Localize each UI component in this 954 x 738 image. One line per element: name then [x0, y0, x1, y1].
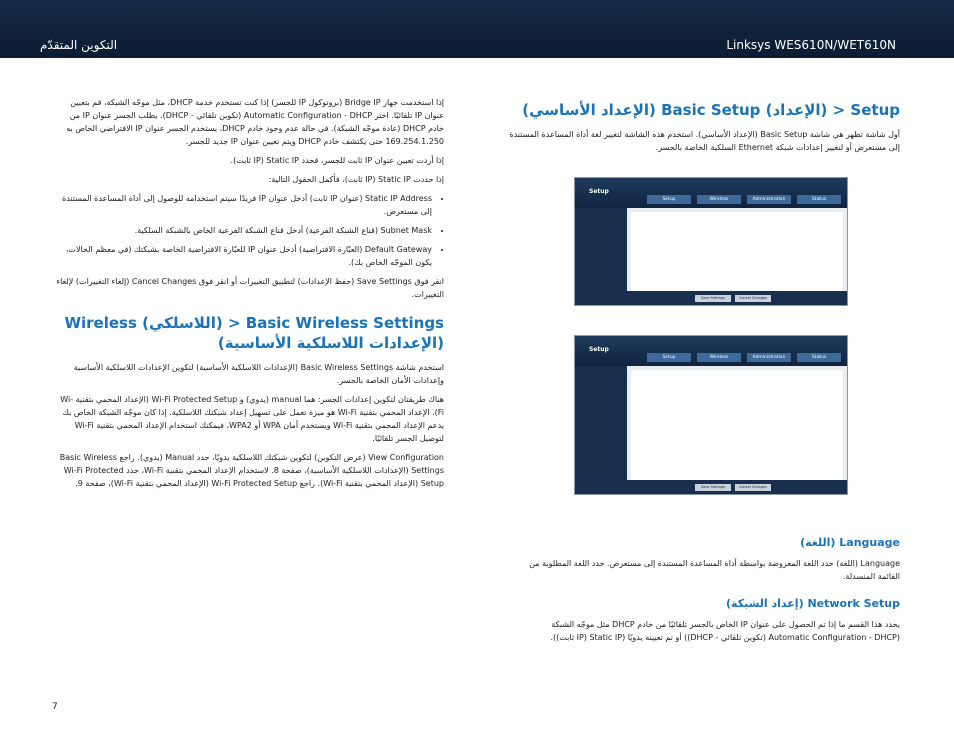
tab-status-2: Status — [797, 353, 841, 362]
wireless-methods: هناك طريقتان لتكوين إعدادات الجسر: هما manual (يدوي) و Wi-Fi Protected Setup (الإعداد المحمي بتقنية Wi-Fi). الإعداد المحمي بتقنية Wi-Fi هو ميزة تعمل على تسهيل إعداد شبكتك اللاسلكية. إذا كان موجّه الشبكة الخاص بك يدعم الإعداد المحمي بتقنية Wi-Fi ويستخدم أمان WPA أو WPA2، فيمكنك استخدام الإعداد المحمي بتقنية Wi-Fi لتوصيل الجسر تلقائيًا. — [60, 395, 444, 443]
tab-administration: Administration — [747, 195, 791, 204]
basic-setup-heading: Setup < (الإعداد) Basic Setup (الإعداد الأساسي) — [522, 101, 900, 119]
screenshot-brand: Setup — [589, 188, 609, 195]
cancel-button: Cancel Changes — [735, 295, 771, 302]
right-column — [508, 100, 900, 160]
network-setup-heading: Network Setup (إعداد الشبكة) — [726, 597, 900, 610]
language-paragraph: Language (اللغة) حدد اللغة المعروضة بواسطة أداة المساعدة المستندة إلى مستعرض. حدد اللغة المطلوبة من القائمة المنسدلة. — [529, 559, 900, 581]
save-button-2: Save Settings — [695, 484, 731, 491]
static-ip-address-item: • Static IP Address (عنوان IP ثابت) أدخل عنوان IP فريدًا سيتم استخدامه للوصول إلى أداة المساعدة المستندة إلى مستعرض. — [52, 192, 432, 218]
page-header — [0, 0, 954, 58]
left-column — [52, 96, 444, 496]
bridge-ip-paragraph: إذا استخدمت جهاز Bridge IP (بروتوكول IP للجسر) إذا كنت تستخدم خدمة DHCP، مثل موجّه الشبكة، قم بتعيين عنوان IP تلقائيًا. اختر Automatic Configuration - DHCP (تكوين تلقائي - DHCP). يطلب الجسر عنوان IP من خادم DHCP (عادة موجّه الشبكة). في حالة عدم وجود خادم DHCP، يستخدم الجسر عنوان IP الافتراضي الخاص به 169.254.1.250 حتى يكتشف خادم DHCP ويتم تعيين عنوان IP جديد للجسر. — [66, 98, 444, 146]
tab-wireless: Wireless — [697, 195, 741, 204]
page-number: 7 — [52, 702, 58, 712]
tab-setup-2: Setup — [647, 353, 691, 362]
wireless-intro: استخدم شاشة Basic Wireless Settings (الإعدادات اللاسلكية الأساسية) لتكوين الإعدادات اللاسلكية الأساسية وإعدادات الأمان الخاصة بالجسر. — [73, 363, 444, 385]
static-ip-fields-intro: إذا حددت Static IP (IP ثابت)، فأكمل الحقول التالية: — [268, 175, 444, 184]
cancel-button-2: Cancel Changes — [735, 484, 771, 491]
right-column-lower — [508, 528, 900, 650]
basic-setup-intro: أول شاشة تظهر هي شاشة Basic Setup (الإعداد الأساسي). استخدم هذه الشاشة لتغيير لغة أداة المساعدة المستندة إلى مستعرض أو لتغيير إعدادات شبكة Ethernet السلكية الخاصة بالجسر. — [509, 130, 900, 152]
basic-setup-screenshot — [574, 177, 848, 306]
network-setup-screenshot — [574, 335, 848, 495]
screenshot-brand-2: Setup — [589, 346, 609, 353]
product-title: Linksys WES610N/WET610N — [726, 38, 896, 52]
default-gateway-item: • Default Gateway (العبّارة الافتراضية) أدخل عنوان IP للعبّارة الافتراضية الخاصة بشبكتك (في معظم الحالات، يكون الموجّه الخاص بك). — [52, 243, 432, 269]
tab-wireless-2: Wireless — [697, 353, 741, 362]
wireless-heading-line1: Basic Wireless Settings < (اللاسلكي) Wireless — [64, 314, 444, 332]
subnet-mask-item: • Subnet Mask (قناع الشبكة الفرعية) أدخل قناع الشبكة الفرعية الخاص بالشبكة السلكية. — [52, 224, 432, 237]
save-cancel-paragraph: انقر فوق Save Settings (حفظ الإعدادات) لتطبيق التغييرات أو انقر فوق Cancel Changes (إلغاء التغييرات) لإلغاء التغييرات. — [56, 277, 444, 299]
view-configuration: View Configuration (عرض التكوين) لتكوين شبكتك اللاسلكية يدويًا، حدد Manual (يدوي). راجع Basic Wireless Settings (الإعدادات اللاسلكية الأساسية)، صفحة 8. لاستخدام الإعداد المحمي بتقنية Wi-Fi، حدد Wi-Fi Protected Setup (الإعداد المحمي بتقنية Wi-Fi). راجع Wi-Fi Protected Setup (الإعداد المحمي بتقنية Wi-Fi)، صفحة 9. — [59, 453, 444, 488]
tab-status: Status — [797, 195, 841, 204]
section-title: التكوين المتقدّم — [40, 38, 118, 52]
save-button: Save Settings — [695, 295, 731, 302]
tab-administration-2: Administration — [747, 353, 791, 362]
wireless-heading-line2: (الإعدادات اللاسلكية الأساسية) — [217, 334, 444, 352]
network-setup-paragraph: يحدد هذا القسم ما إذا تم الحصول على عنوان IP الخاص بالجسر تلقائيًا من خادم DHCP مثل موجّه الشبكة (Automatic Configuration - DHCP (تكوين تلقائي - DHCP)) أو تم تعيينه يدويًا (Static IP (IP ثابت)). — [550, 620, 900, 642]
static-ip-intro: إذا أردت تعيين عنوان IP ثابت للجسر، فحدد Static IP (IP ثابت). — [230, 156, 444, 165]
wireless-heading — [52, 313, 444, 353]
language-heading: Language (اللغة) — [800, 536, 900, 549]
static-ip-list — [52, 192, 444, 269]
tab-setup: Setup — [647, 195, 691, 204]
